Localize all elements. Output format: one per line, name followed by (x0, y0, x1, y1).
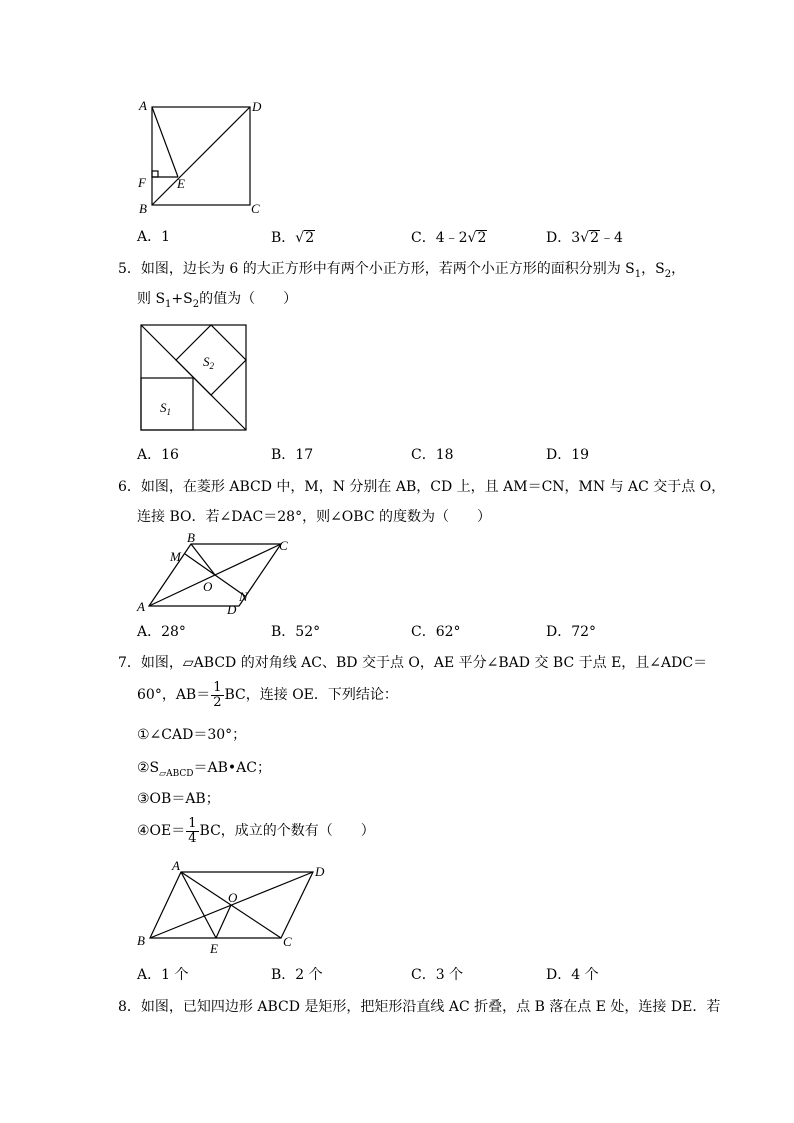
q6-label-d: D (227, 602, 237, 617)
q7-option-a: A．1 个 (137, 967, 189, 983)
sqrt-icon: √ (467, 230, 477, 246)
q6-label-n: N (239, 589, 248, 604)
q7-label-a: A (172, 858, 180, 873)
q7-line2-a: 60°，AB＝ (137, 687, 211, 704)
q4-option-c (411, 230, 487, 245)
q5-stem-line1 (118, 262, 685, 280)
q7-label-o: O (228, 890, 238, 905)
q7-option-b: B．2 个 (271, 967, 323, 983)
q4-option-d-label: D．3 (546, 230, 581, 246)
q4-label-a: A (139, 98, 147, 113)
q6-label-m: M (170, 549, 181, 564)
q4-option-c-radicand: 2 (477, 230, 487, 246)
q7-c2-b: ＝AB•AC； (193, 760, 271, 776)
q5-line1-mid: ，S (641, 261, 665, 277)
q5-sub: 1 (165, 298, 172, 310)
q7-option-c: C．3 个 (411, 967, 464, 983)
q7-label-c: C (283, 934, 292, 949)
q4-option-b (271, 230, 315, 245)
q5-option-d: D．19 (546, 447, 590, 463)
q5-sub: 1 (634, 268, 642, 280)
q4-label-f: F (138, 175, 146, 190)
q7-stem-line1: 7．如图，▱ABCD 的对角线 AC、BD 交于点 O，AE 平分∠BAD 交 BC 于点 E，且∠ADC＝ (118, 655, 708, 671)
q5-sub: 2 (192, 298, 200, 310)
q5-sub: 2 (664, 268, 672, 280)
q7-option-d: D．4 个 (546, 967, 599, 983)
q4-option-d (546, 230, 623, 245)
q4-label-d: D (252, 99, 262, 114)
sqrt-icon: √ (580, 230, 590, 246)
q7-conclusion-4 (137, 817, 375, 845)
q5-label-s2: $S_2$ (203, 354, 214, 371)
q7-label-b: B (137, 933, 145, 948)
q7-conclusion-2 (137, 761, 271, 779)
q6-option-b: B．52° (271, 624, 321, 640)
q7-half-den: 2 (213, 694, 222, 710)
q5-figure (140, 324, 250, 434)
q6-figure (133, 530, 303, 620)
q5-line2-pre: 则 S (137, 291, 166, 307)
q7-diagonal-bd (150, 872, 313, 938)
q6-stem-line1: 6．如图，在菱形 ABCD 中，M，N 分别在 AB，CD 上，且 AM＝CN，MN 与 AC 交于点 O， (118, 479, 726, 495)
sqrt-icon: √ (295, 230, 305, 246)
q6-label-a: A (137, 599, 145, 614)
q7-c4-a: ④OE＝ (137, 823, 186, 840)
q6-option-d: D．72° (546, 624, 597, 640)
q4-option-d-tail: ﹣4 (599, 230, 623, 246)
q8-stem-line1: 8．如图，已知四边形 ABCD 是矩形，把矩形沿直线 AC 折叠，点 B 落在点 E 处，连接 DE．若 (118, 999, 721, 1015)
q6-segment-bo (191, 544, 215, 575)
q5-small-square-s2 (176, 325, 246, 395)
q5-line2-end: 的值为（ ） (199, 291, 298, 307)
q4-segment-ae (152, 107, 178, 177)
q7-c4-b: BC，成立的个数有（ ） (199, 823, 375, 840)
q7-label-e: E (210, 941, 218, 956)
q7-line2-b: BC，连接 OE．下列结论： (224, 687, 398, 704)
q5-label-s1: $S_1$ (160, 400, 171, 417)
q5-stem-line2 (137, 292, 297, 310)
q6-label-b: B (187, 530, 195, 545)
q4-option-b-label: B． (271, 230, 296, 246)
q7-label-d: D (315, 864, 325, 879)
q4-label-e: E (177, 176, 185, 191)
q4-option-a: A．1 (137, 229, 171, 245)
q4-option-c-label: C．4﹣2 (411, 230, 468, 246)
q4-label-b: B (139, 201, 147, 216)
q4-option-d-radicand: 2 (590, 230, 599, 246)
q5-option-c: C．18 (411, 447, 454, 463)
q7-fraction-quarter (186, 817, 198, 845)
q5-option-a: A．16 (137, 447, 179, 463)
q6-label-o: O (203, 579, 213, 594)
q5-line1-end: ， (671, 261, 686, 277)
q7-conclusion-1: ①∠CAD＝30°； (137, 727, 247, 743)
q4-figure (130, 95, 270, 220)
q7-quarter-den: 4 (188, 830, 197, 846)
q7-segment-ae (181, 872, 216, 938)
q4-right-angle-mark (152, 171, 158, 177)
q5-line2-plus: +S (171, 291, 193, 307)
q7-conclusion-3: ③OB＝AB； (137, 791, 220, 807)
q4-diagonal-bd (152, 107, 250, 205)
q6-option-c: C．62° (411, 624, 461, 640)
q7-half-num: 1 (213, 680, 222, 695)
q4-option-b-radicand: 2 (305, 230, 315, 246)
q7-c2-a: ②S (137, 760, 160, 776)
q5-small-square-s1 (141, 378, 193, 430)
q7-quarter-num: 1 (188, 816, 197, 831)
q7-c2-sub: ▱ABCD (159, 768, 194, 779)
q6-option-a: A．28° (137, 624, 186, 640)
q7-fraction-half (211, 681, 223, 709)
q4-label-c: C (251, 201, 260, 216)
q5-line1-text: 5．如图，边长为 6 的大正方形中有两个小正方形，若两个小正方形的面积分别为 S (118, 261, 635, 277)
q6-stem-line2: 连接 BO．若∠DAC＝28°，则∠OBC 的度数为（ ） (137, 509, 491, 525)
q7-stem-line2 (137, 681, 398, 709)
q7-figure (133, 856, 333, 956)
q5-option-b: B．17 (271, 447, 314, 463)
q6-label-c: C (279, 538, 288, 553)
